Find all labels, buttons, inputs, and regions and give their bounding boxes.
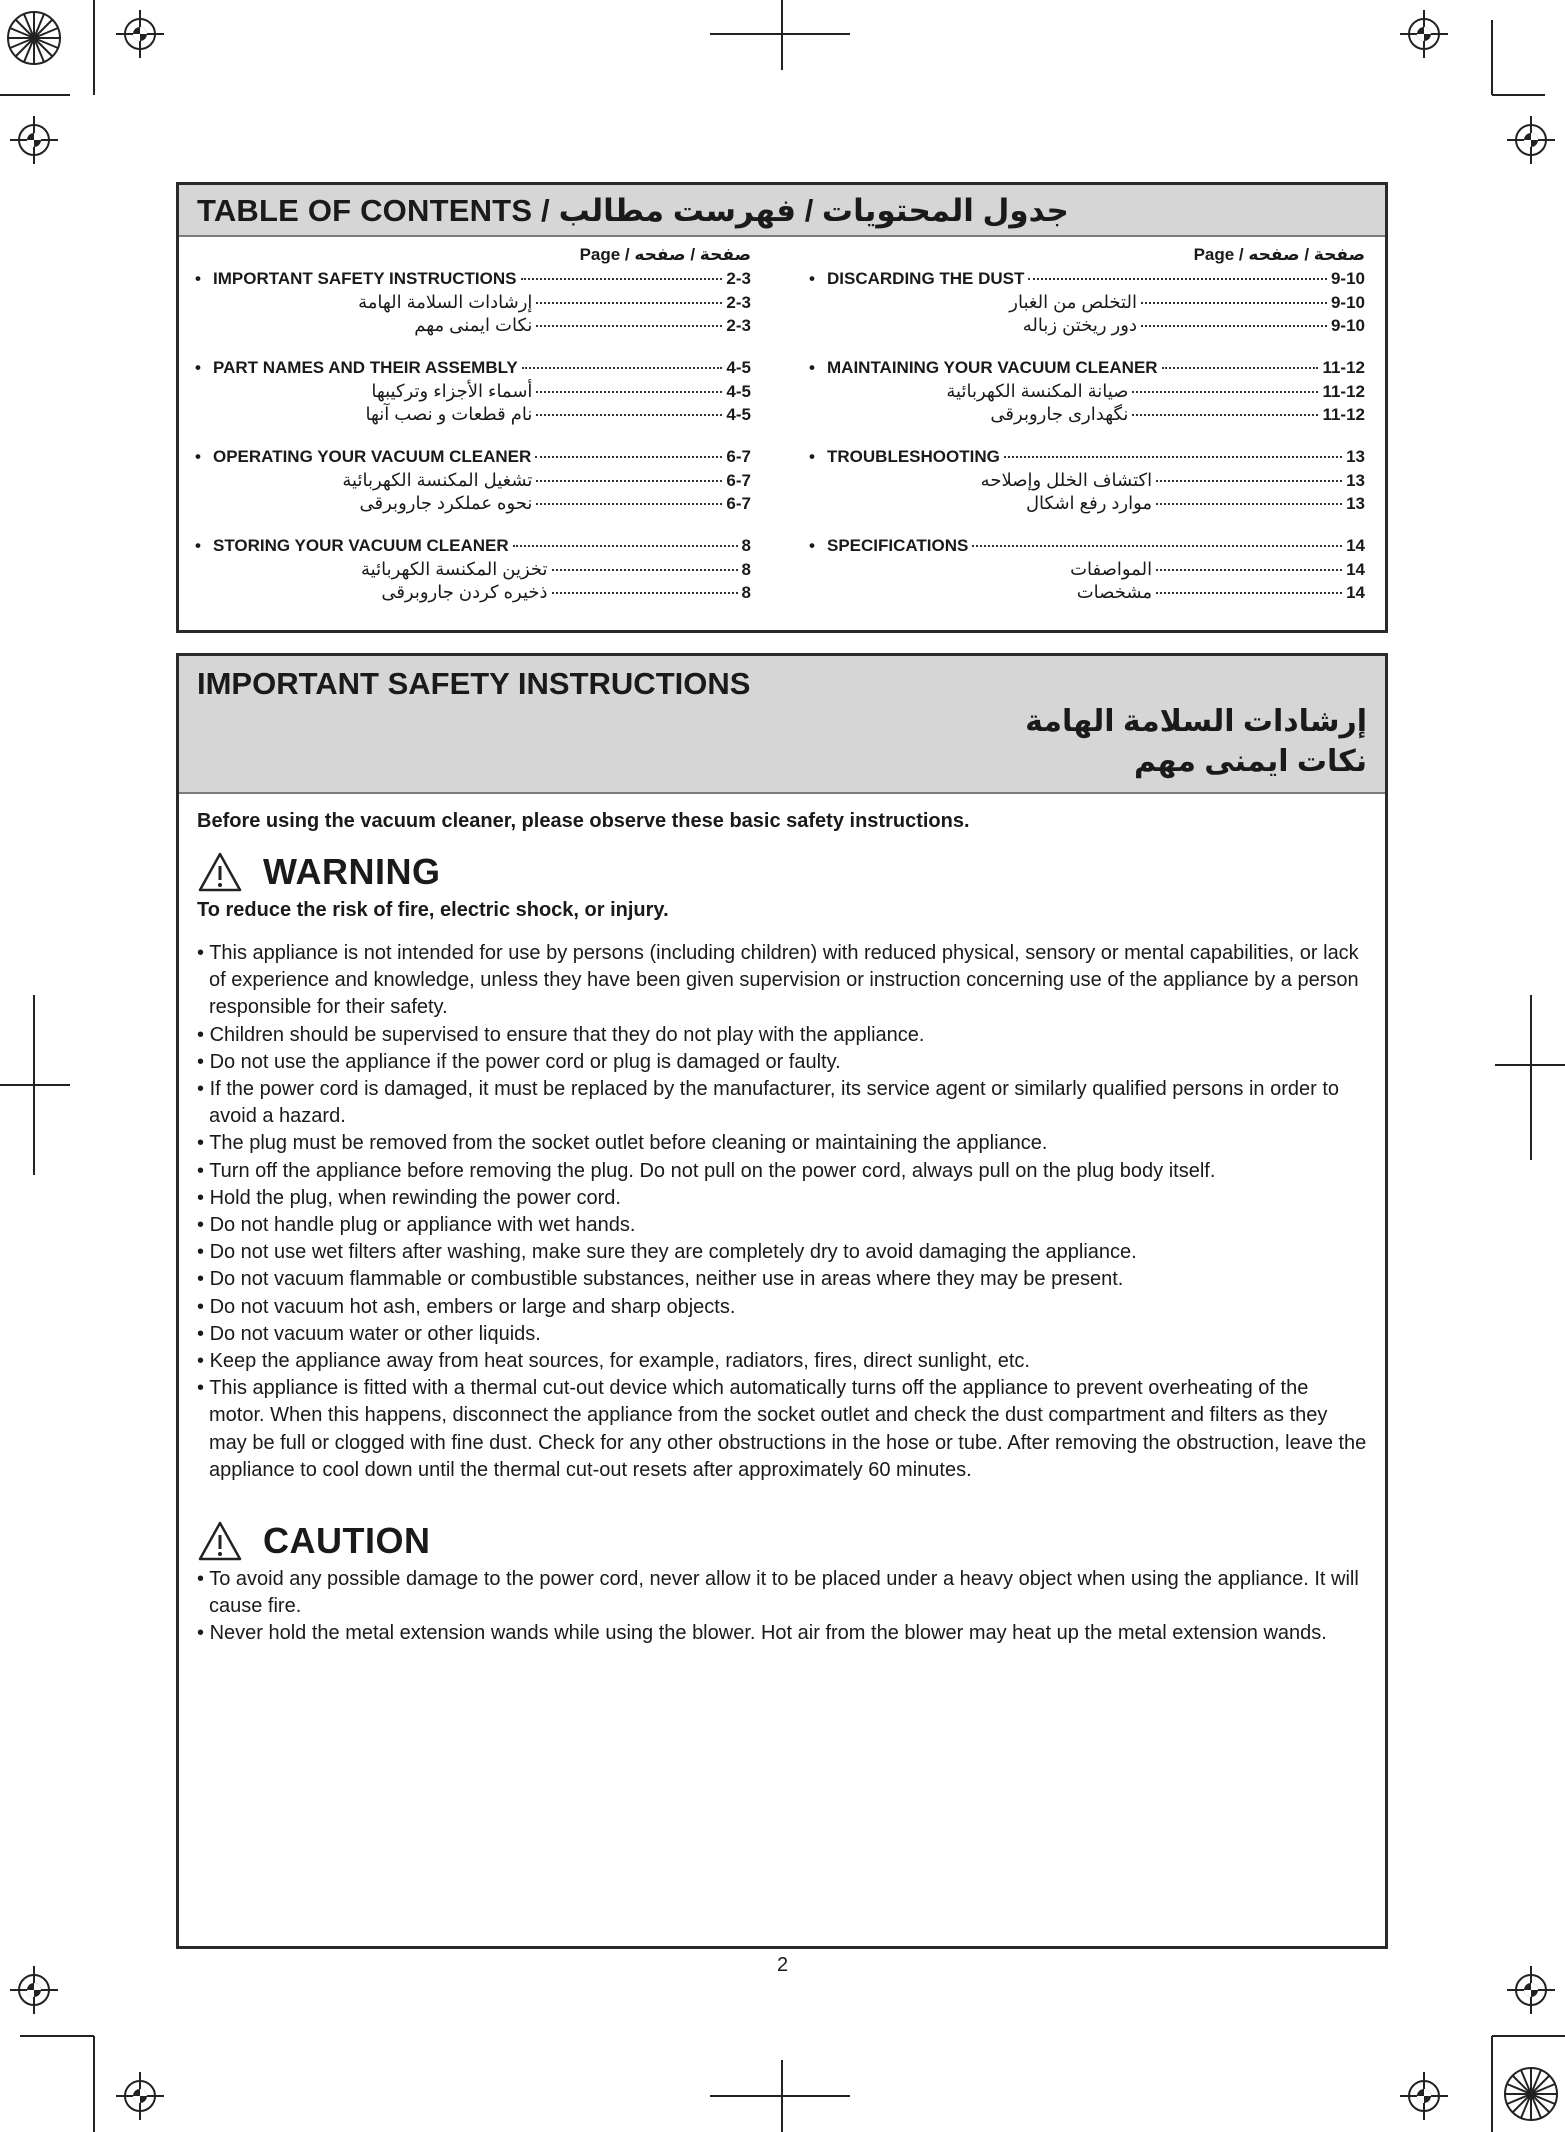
toc-label: تخزين المكنسة الكهربائية [361,559,548,579]
dot-leader [552,592,738,594]
dot-leader [1028,278,1327,280]
dot-leader [536,302,722,304]
toc-page-ref: 8 [741,536,751,555]
toc-entry-arabic [195,470,751,493]
toc-entry-persian [195,582,751,605]
caution-heading [197,1516,1367,1566]
dot-leader [536,414,722,416]
toc-label: أسماء الأجزاء وتركيبها [371,381,533,401]
dot-leader [1132,391,1318,393]
safety-section [176,653,1388,1949]
toc-page-ref: 14 [1346,560,1365,579]
dot-leader [552,569,738,571]
toc-label: صيانة المكنسة الكهربائية [946,381,1129,401]
toc-page-ref: 4-5 [726,358,751,377]
toc-entry-english [195,447,751,470]
dot-leader [1132,414,1318,416]
toc-page-ref: 4-5 [726,382,751,401]
page-column-header: Page / صفحة / صفحه [579,245,751,264]
toc-entry-arabic [195,292,751,315]
toc-page-ref: 6-7 [726,447,751,466]
toc-groups-right [809,269,1365,605]
list-item: • Do not handle plug or appliance with wet hands. [197,1212,1367,1239]
toc-entry-english [809,358,1365,381]
toc-label: نگهداری جاروبرقی [990,404,1129,424]
caution-label: CAUTION [263,1520,431,1562]
toc-page-ref: 4-5 [726,405,751,424]
toc-entry-persian [809,404,1365,427]
toc-label: نحوه عملکرد جاروبرقی [359,493,533,513]
dot-leader [535,456,722,458]
toc-page-ref: 13 [1346,471,1365,490]
toc-entry-arabic [195,559,751,582]
list-item: • The plug must be removed from the socket outlet before cleaning or maintaining the appliance. [197,1130,1367,1157]
caution-triangle-icon [197,1520,243,1562]
toc-entry-arabic [809,470,1365,493]
toc-label: مشخصات [1076,582,1153,602]
toc-label: • PART NAMES AND THEIR ASSEMBLY [195,358,518,378]
toc-entry-english [195,536,751,559]
toc-label: تشغيل المكنسة الكهربائية [342,470,533,490]
toc-label: • TROUBLESHOOTING [809,447,1000,467]
toc-label: موارد رفع اشکال [1025,493,1153,513]
dot-leader [536,503,722,505]
toc-page-ref: 2-3 [726,316,751,335]
toc-page-ref: 2-3 [726,293,751,312]
dot-leader [521,278,723,280]
toc-page-ref: 14 [1346,536,1365,555]
toc-label: المواصفات [1070,559,1153,579]
dot-leader [536,391,722,393]
list-item: • This appliance is not intended for use by persons (including children) with reduced physical, sensory or mental capabilities, or lack of experience and knowledge, unless they have been given supervision or instruction concerning use of the appliance by a person responsible for their safety. [197,940,1367,1022]
toc-page-ref: 8 [741,560,751,579]
list-item: • Children should be supervised to ensure that they do not play with the appliance. [197,1022,1367,1049]
safety-intro: Before using the vacuum cleaner, please observe these basic safety instructions. [197,810,970,832]
dot-leader [522,367,723,369]
toc-entry-persian [809,315,1365,338]
toc-entry [195,447,751,516]
toc-page-ref: 9-10 [1330,269,1365,288]
toc-right-column [809,245,1365,625]
list-item: • This appliance is fitted with a thermal cut-out device which automatically turns off the appliance to prevent overheating of the motor. When this happens, disconnect the appliance from the socket outlet and check the dust compartment and filters as they may be full or clogged with fine dust. Check for any other obstructions in the hose or tube. After removing the obstruction, leave the appliance to cool down until the thermal cut-out resets after approximately 60 minutes. [197,1375,1367,1484]
dot-leader [1004,456,1342,458]
list-item: • Do not vacuum hot ash, embers or large and sharp objects. [197,1294,1367,1321]
toc-entry-english [809,269,1365,292]
toc-title: TABLE OF CONTENTS / جدول المحتويات / فهرست مطالب [197,193,1069,228]
toc-entry-persian [809,582,1365,605]
dot-leader [1156,480,1342,482]
toc-entry-english [195,269,751,292]
toc-entry-arabic [809,559,1365,582]
toc-label: ذخیره کردن جاروبرقی [381,582,548,602]
toc-page-ref: 2-3 [726,269,751,288]
toc-left-column [195,245,751,625]
safety-title-persian: نکات ایمنی مهم [1134,745,1367,778]
list-item: • Do not use wet filters after washing, make sure they are completely dry to avoid damaging the appliance. [197,1239,1367,1266]
warning-heading [197,847,1367,897]
list-item: • Do not vacuum water or other liquids. [197,1321,1367,1348]
warning-triangle-icon [197,851,243,893]
toc-entry-arabic [809,292,1365,315]
toc-groups-left [195,269,751,605]
list-item: • Hold the plug, when rewinding the power cord. [197,1185,1367,1212]
list-item: • Do not vacuum flammable or combustible substances, neither use in areas where they may be present. [197,1266,1367,1293]
warning-list [197,940,1367,1484]
dot-leader [1141,302,1327,304]
toc-entry-english [195,358,751,381]
toc-label: • SPECIFICATIONS [809,536,968,556]
caution-list [197,1566,1367,1648]
toc-label: دور ریختن زباله [1022,315,1137,335]
warning-subtitle: To reduce the risk of fire, electric shock, or injury. [197,899,669,921]
dot-leader [1156,569,1342,571]
toc-label: اكتشاف الخلل وإصلاحه [980,470,1153,490]
toc-entry [195,536,751,605]
toc-label: • OPERATING YOUR VACUUM CLEANER [195,447,531,467]
dot-leader [1141,325,1327,327]
toc-page-ref: 11-12 [1322,358,1365,377]
toc-page-ref: 13 [1346,494,1365,513]
page-column-header: Page / صفحة / صفحه [1193,245,1365,264]
toc-entry [195,269,751,338]
dot-leader [972,545,1342,547]
toc-entry [809,447,1365,516]
dot-leader [536,480,722,482]
dot-leader [1156,592,1342,594]
toc-page-ref: 14 [1346,583,1365,602]
toc-label: نکات ایمنی مهم [414,315,533,335]
toc-label: • MAINTAINING YOUR VACUUM CLEANER [809,358,1158,378]
list-item: • To avoid any possible damage to the power cord, never allow it to be placed under a heavy object when using the appliance. It will cause fire. [197,1566,1367,1620]
dot-leader [513,545,738,547]
toc-entry-persian [195,315,751,338]
toc-entry [809,269,1365,338]
toc-page-ref: 13 [1346,447,1365,466]
toc-entry-persian [195,493,751,516]
toc-entry [809,536,1365,605]
toc-page-ref: 9-10 [1330,316,1365,335]
toc-label: • IMPORTANT SAFETY INSTRUCTIONS [195,269,517,289]
toc-page-ref: 11-12 [1322,405,1365,424]
toc-section [176,182,1388,633]
list-item: • Turn off the appliance before removing the plug. Do not pull on the power cord, always pull on the plug body itself. [197,1158,1367,1185]
list-item: • Never hold the metal extension wands while using the blower. Hot air from the blower may heat up the metal extension wands. [197,1620,1367,1647]
toc-label: • DISCARDING THE DUST [809,269,1024,289]
safety-body [179,794,1385,1648]
toc-entry-english [809,447,1365,470]
safety-title: IMPORTANT SAFETY INSTRUCTIONS [197,666,751,701]
list-item: • If the power cord is damaged, it must be replaced by the manufacturer, its service agent or similarly qualified persons in order to avoid a hazard. [197,1076,1367,1130]
toc-entry-arabic [195,381,751,404]
toc-label: • STORING YOUR VACUUM CLEANER [195,536,509,556]
toc-entry-persian [809,493,1365,516]
page-number: 2 [776,1954,789,1976]
list-item: • Do not use the appliance if the power cord or plug is damaged or faulty. [197,1049,1367,1076]
safety-header [179,656,1385,794]
toc-page-ref: 9-10 [1330,293,1365,312]
dot-leader [1162,367,1319,369]
toc-page-ref: 6-7 [726,494,751,513]
safety-title-arabic: إرشادات السلامة الهامة [1025,705,1367,738]
toc-label: إرشادات السلامة الهامة [358,292,533,312]
toc-header [179,185,1385,237]
toc-entry [195,358,751,427]
toc-label: نام قطعات و نصب آنها [365,404,533,424]
toc-page-ref: 8 [741,583,751,602]
warning-label: WARNING [263,851,441,892]
toc-entry-persian [195,404,751,427]
toc-page-ref: 6-7 [726,471,751,490]
toc-page-ref: 11-12 [1322,382,1365,401]
dot-leader [1156,503,1342,505]
toc-entry-arabic [809,381,1365,404]
list-item: • Keep the appliance away from heat sources, for example, radiators, fires, direct sunlight, etc. [197,1348,1367,1375]
toc-label: التخلص من الغبار [1009,292,1137,312]
dot-leader [536,325,722,327]
toc-entry [809,358,1365,427]
toc-entry-english [809,536,1365,559]
